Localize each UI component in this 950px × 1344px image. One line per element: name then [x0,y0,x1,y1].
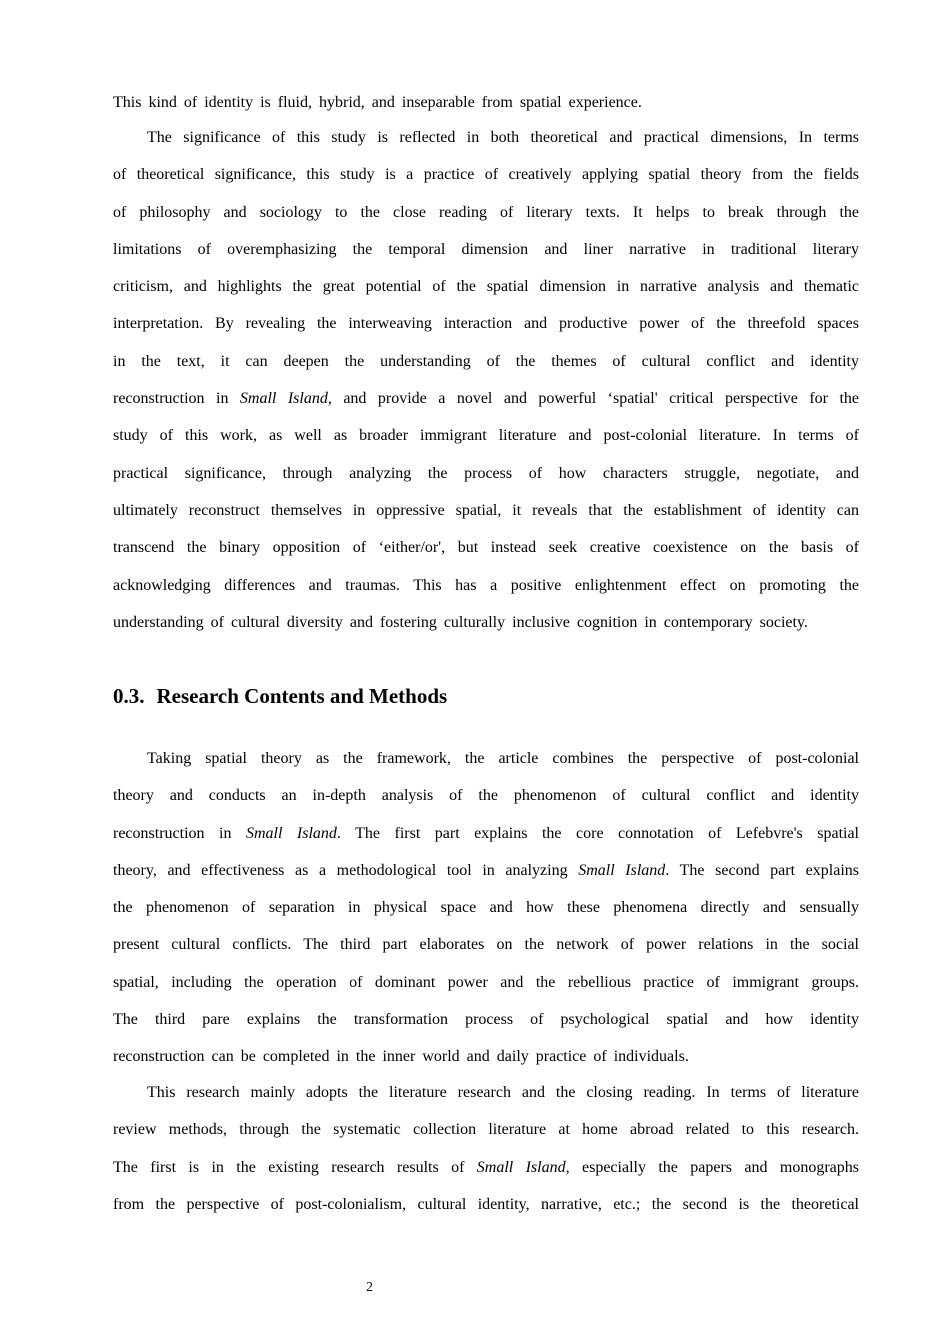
para1-line [113,384,859,421]
section-title: Research Contents and Methods [156,684,448,708]
text-run: . The second part explains [665,861,860,879]
paragraph-block-methods [113,1078,859,1227]
book-title: Small Island [578,861,666,879]
para3-line: This research mainly adopts the literature research and the closing reading. In terms of literature [147,1084,859,1101]
text-run: The first is in the existing research results of [113,1158,477,1176]
para1-line: The significance of this study is reflected in both theoretical and practical dimensions, In terms [147,129,859,146]
para2-line: spatial, including the operation of dominant power and the rebellious practice of immigrant groups. [113,973,859,991]
paragraph-block-significance [113,88,859,645]
para1-line: ultimately reconstruct themselves in oppressive spatial, it reveals that the establishment of identity can [113,501,859,519]
para1-line: of theoretical significance, this study is a practice of creatively applying spatial theory from the fields [113,166,859,184]
para3-line: review methods, through the systematic collection literature at home abroad related to this research. [113,1121,859,1139]
section-number: 0.3. [113,684,145,708]
text-run: reconstruction in [113,824,246,842]
text-run: . The first part explains the core connotation of Lefebvre's spatial [336,824,860,842]
text-run: , especially the papers and monographs [565,1158,859,1176]
para2-line: Taking spatial theory as the framework, the article combines the perspective of post-colonial [147,750,859,767]
para2-line [113,856,859,893]
para1-line: study of this work, as well as broader immigrant literature and post-colonial literature. In terms of [113,427,859,445]
para3-line [113,1153,859,1190]
text-run: , and provide a novel and powerful ‘spatial' critical perspective for the [327,390,859,408]
para2-line: The third pare explains the transformation process of psychological spatial and how identity [113,1011,859,1029]
para2-line: the phenomenon of separation in physical space and how these phenomena directly and sensually [113,899,859,917]
para2-line: reconstruction can be completed in the inner world and daily practice of individuals. [113,1048,689,1066]
para2-line: present cultural conflicts. The third part elaborates on the network of power relations in the social [113,936,859,954]
paragraph-block-contents [113,744,859,1080]
para1-line: transcend the binary opposition of ‘either/or', but instead seek creative coexistence on the basis of [113,539,859,557]
text-run: theory, and effectiveness as a methodological tool in analyzing [113,861,579,879]
para1-line: in the text, it can deepen the understanding of the themes of cultural conflict and identity [113,352,859,370]
para1-line: criticism, and highlights the great potential of the spatial dimension in narrative analysis and thematic [113,278,859,296]
section-heading [113,680,447,712]
para1-line: practical significance, through analyzing the process of how characters struggle, negotiate, and [113,464,859,482]
para1-line: understanding of cultural diversity and fostering culturally inclusive cognition in contemporary society. [113,613,808,631]
para1-line: acknowledging differences and traumas. This has a positive enlightenment effect on promoting the [113,576,859,594]
para1-line: limitations of overemphasizing the temporal dimension and liner narrative in traditional literary [113,240,859,258]
text-run: reconstruction in [113,390,240,408]
para2-line: theory and conducts an in-depth analysis of the phenomenon of cultural conflict and identity [113,787,859,805]
book-title: Small Island [245,824,337,842]
para2-line [113,819,859,856]
book-title: Small Island [239,390,328,408]
para3-line: from the perspective of post-colonialism, cultural identity, narrative, etc.; the second is the theoretical [113,1195,859,1213]
book-title: Small Island [476,1158,566,1176]
page-number: 2 [366,1280,373,1295]
para1-line: of philosophy and sociology to the close reading of literary texts. It helps to break through the [113,203,859,221]
intro-line: This kind of identity is fluid, hybrid, and inseparable from spatial experience. [113,94,642,111]
para1-line: interpretation. By revealing the interweaving interaction and productive power of the threefold spaces [113,315,859,333]
